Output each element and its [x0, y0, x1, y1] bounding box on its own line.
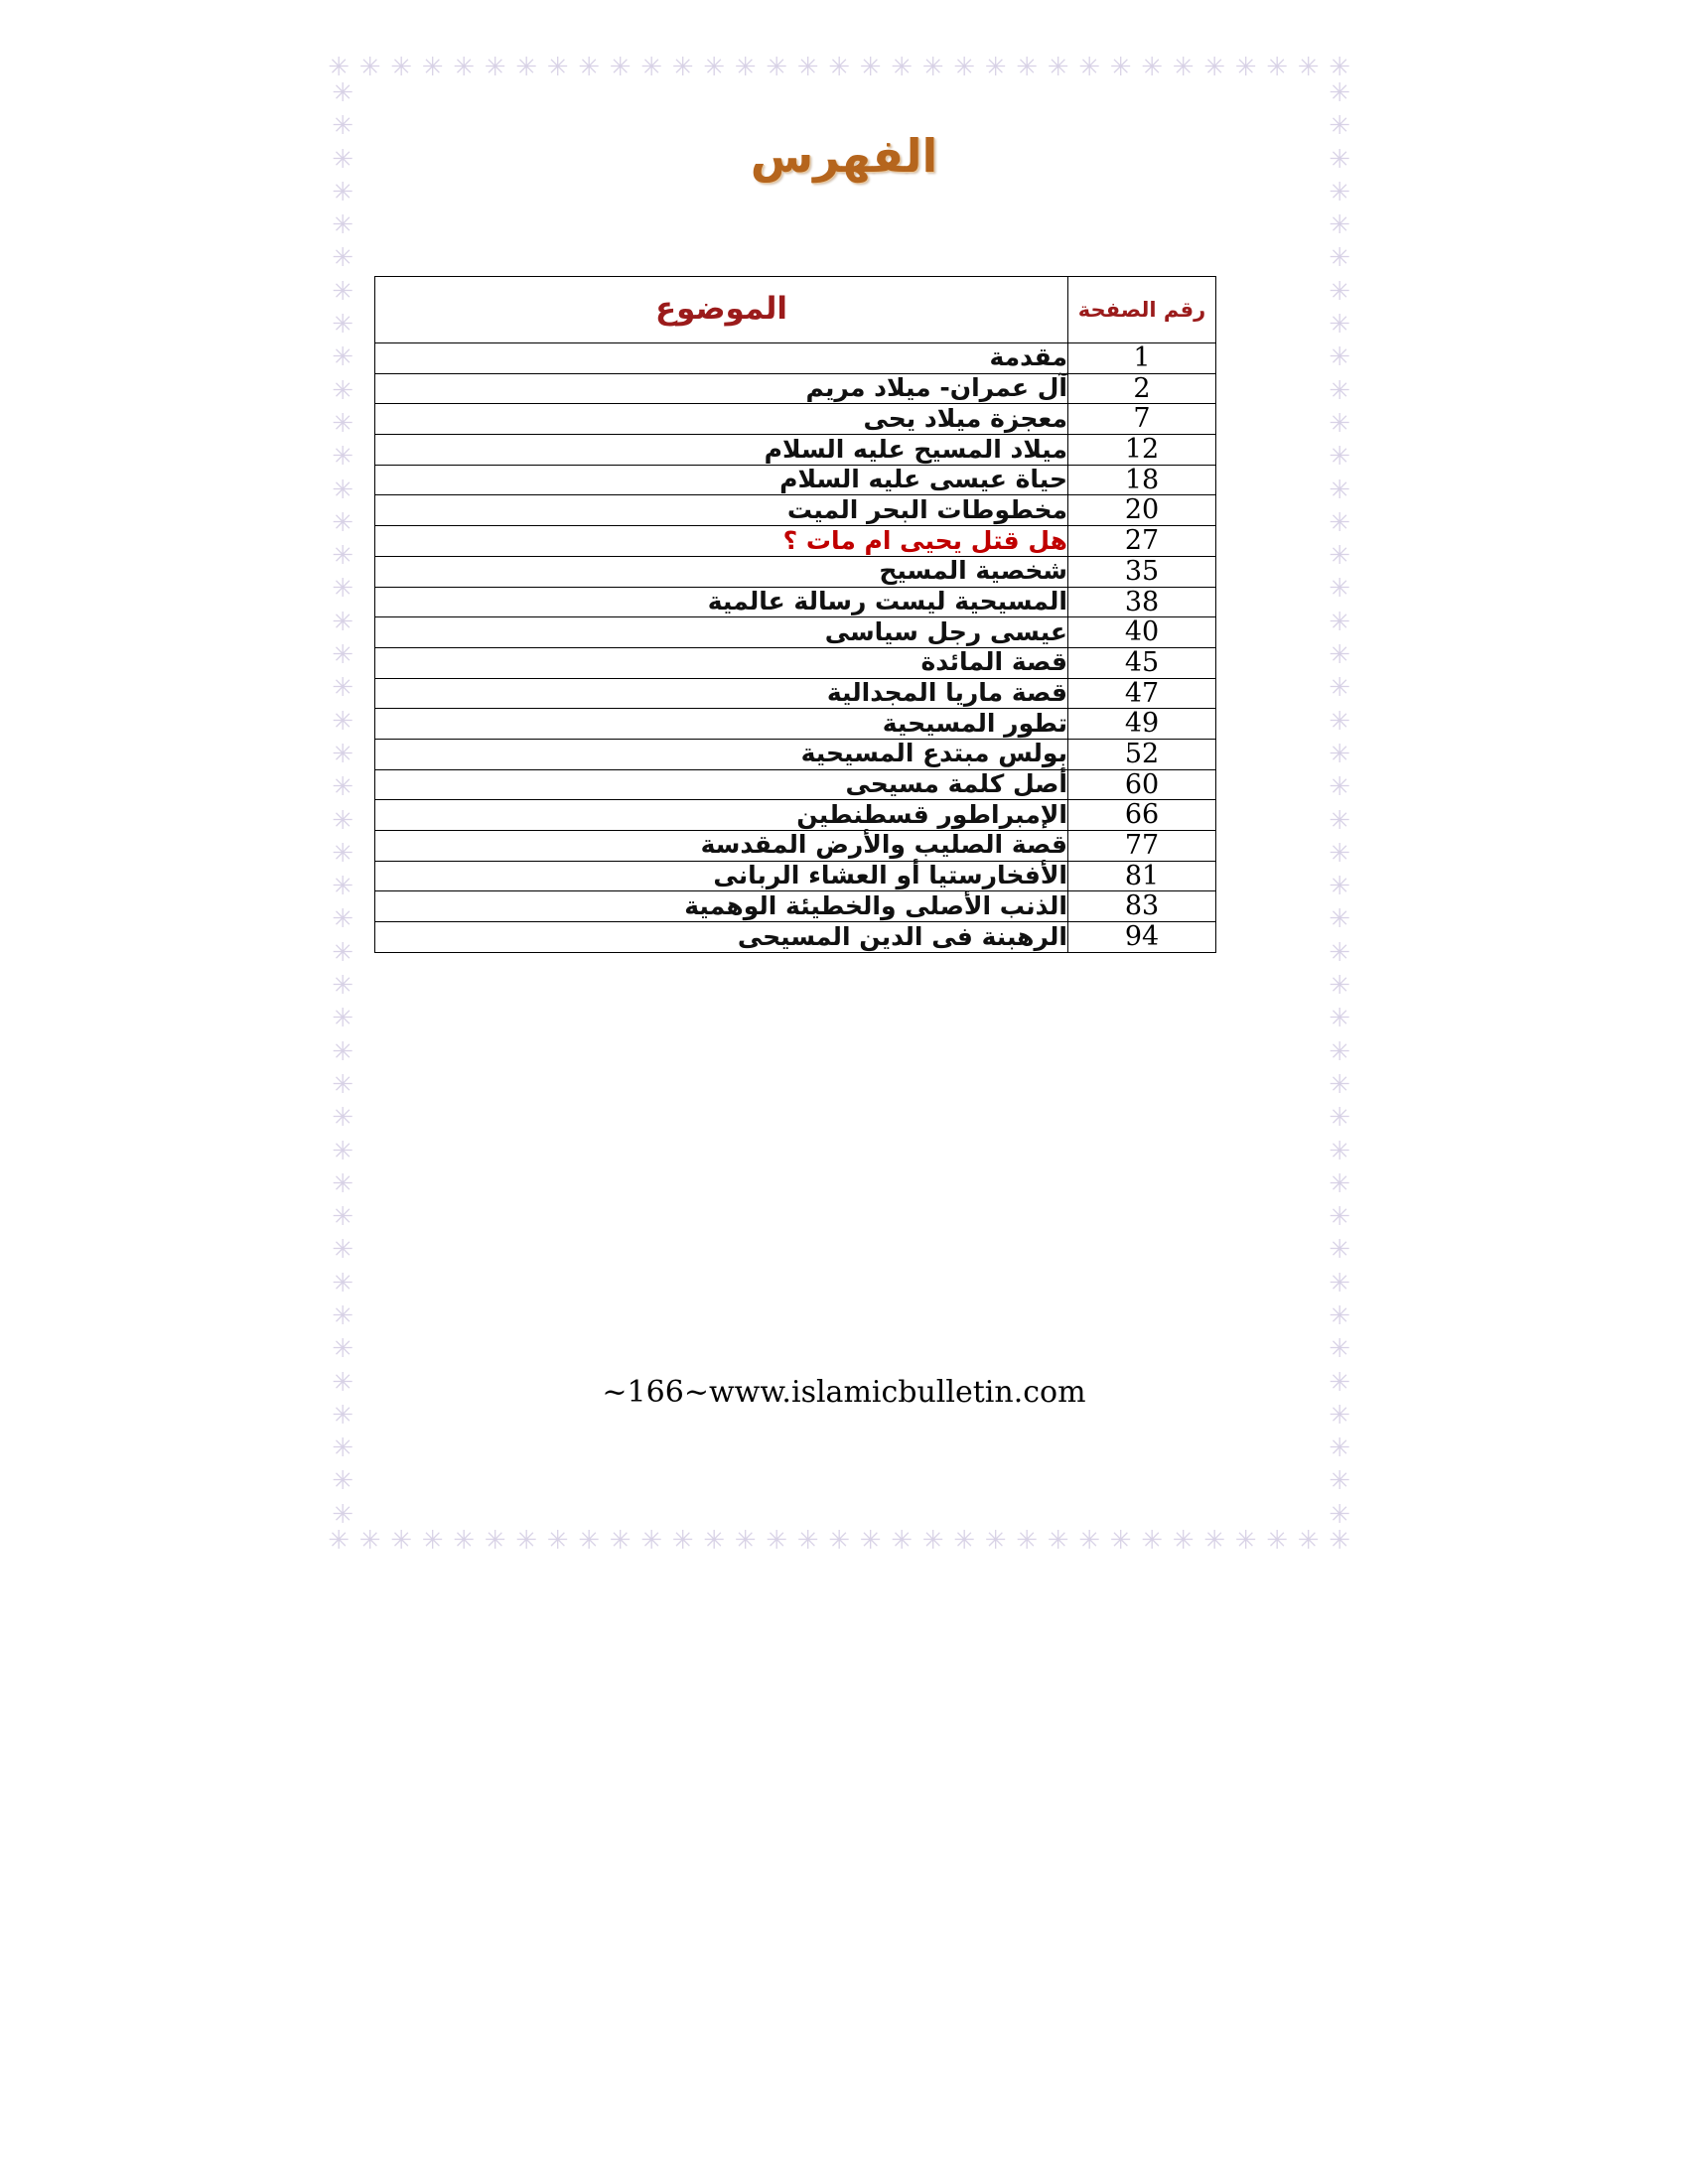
decor-star-icon: ✳ — [1329, 739, 1350, 769]
decor-star-icon: ✳ — [1329, 53, 1350, 82]
table-row — [375, 526, 1216, 557]
decor-star-icon: ✳ — [328, 1526, 350, 1556]
decor-star-icon: ✳ — [671, 1526, 694, 1556]
decor-star-icon: ✳ — [421, 53, 444, 82]
cell-topic: بولس مبتدع المسيحية — [375, 739, 1068, 769]
cell-page-number: 60 — [1068, 769, 1216, 800]
header-cell-topic — [375, 277, 1068, 343]
decor-star-icon: ✳ — [332, 904, 353, 935]
decor-star-icon: ✳ — [1329, 937, 1350, 968]
decor-star-icon: ✳ — [332, 772, 353, 803]
decor-star-icon: ✳ — [1329, 772, 1350, 803]
cell-page-number: 1 — [1068, 343, 1216, 374]
decor-star-icon: ✳ — [332, 971, 353, 1002]
decor-star-icon: ✳ — [1329, 1334, 1350, 1365]
cell-page-number: 40 — [1068, 617, 1216, 648]
decor-star-icon: ✳ — [1329, 1069, 1350, 1100]
decor-star-icon: ✳ — [1329, 541, 1350, 572]
cell-topic: الذنب الأصلى والخطيئة الوهمية — [375, 891, 1068, 922]
table-row — [375, 647, 1216, 678]
decor-star-icon: ✳ — [1329, 640, 1350, 671]
decor-star-icon: ✳ — [1329, 375, 1350, 406]
cell-topic: المسيحية ليست رسالة عالمية — [375, 587, 1068, 617]
decor-star-icon: ✳ — [332, 1103, 353, 1134]
decor-star-icon: ✳ — [332, 1036, 353, 1067]
cell-topic: معجزة ميلاد يحى — [375, 404, 1068, 435]
decor-star-icon: ✳ — [1329, 1202, 1350, 1233]
cell-page-number: 45 — [1068, 647, 1216, 678]
decor-star-icon: ✳ — [1266, 1526, 1288, 1556]
decor-star-icon: ✳ — [1047, 53, 1069, 82]
decor-star-icon: ✳ — [515, 1526, 537, 1556]
cell-topic: مخطوطات البحر الميت — [375, 495, 1068, 526]
cell-page-number: 83 — [1068, 891, 1216, 922]
decor-star-icon: ✳ — [390, 1526, 412, 1556]
decor-star-icon: ✳ — [332, 1334, 353, 1365]
decor-star-icon: ✳ — [332, 144, 353, 175]
decor-star-icon: ✳ — [953, 53, 975, 82]
decor-star-icon: ✳ — [1329, 1268, 1350, 1298]
decor-star-icon: ✳ — [671, 53, 694, 82]
decor-star-icon: ✳ — [358, 53, 381, 82]
decor-star-icon: ✳ — [332, 872, 353, 902]
table-row — [375, 373, 1216, 404]
decor-star-icon: ✳ — [1329, 1400, 1350, 1431]
toc-table — [374, 276, 1216, 953]
decor-star-icon: ✳ — [1329, 276, 1350, 307]
table-row — [375, 495, 1216, 526]
toc-body — [375, 343, 1216, 953]
decor-star-icon: ✳ — [332, 375, 353, 406]
decor-star-icon: ✳ — [1234, 1526, 1257, 1556]
cell-topic: الإمبراطور قسطنطين — [375, 800, 1068, 831]
cell-topic: قصة الصليب والأرض المقدسة — [375, 831, 1068, 862]
decor-star-icon: ✳ — [921, 53, 944, 82]
table-header-row — [375, 277, 1216, 343]
border-col-left — [328, 80, 353, 1528]
decor-star-icon: ✳ — [332, 507, 353, 538]
decor-star-icon: ✳ — [1329, 210, 1350, 241]
decor-star-icon: ✳ — [1329, 607, 1350, 637]
decor-star-icon: ✳ — [1016, 53, 1038, 82]
decor-star-icon: ✳ — [332, 1268, 353, 1298]
decor-star-icon: ✳ — [332, 607, 353, 637]
decor-star-icon: ✳ — [1329, 1103, 1350, 1134]
decor-star-icon: ✳ — [703, 1526, 725, 1556]
decor-star-icon: ✳ — [358, 1526, 381, 1556]
decor-star-icon: ✳ — [1234, 53, 1257, 82]
cell-page-number: 2 — [1068, 373, 1216, 404]
decor-star-icon: ✳ — [332, 442, 353, 473]
decor-star-icon: ✳ — [640, 1526, 662, 1556]
decor-star-icon: ✳ — [1203, 53, 1225, 82]
decor-star-icon: ✳ — [332, 1235, 353, 1266]
decor-star-icon: ✳ — [1329, 1136, 1350, 1166]
decor-star-icon: ✳ — [332, 177, 353, 207]
decor-star-icon: ✳ — [1329, 243, 1350, 274]
decor-star-icon: ✳ — [859, 53, 882, 82]
table-row — [375, 404, 1216, 435]
decor-star-icon: ✳ — [332, 1300, 353, 1331]
decor-star-icon: ✳ — [332, 640, 353, 671]
decor-star-icon: ✳ — [984, 53, 1007, 82]
decor-star-icon: ✳ — [546, 1526, 569, 1556]
cell-page-number: 12 — [1068, 435, 1216, 466]
decor-star-icon: ✳ — [1141, 53, 1163, 82]
table-row — [375, 678, 1216, 709]
border-row-top — [328, 55, 1350, 80]
decor-star-icon: ✳ — [332, 310, 353, 341]
cell-topic: الرهبنة فى الدين المسيحى — [375, 922, 1068, 953]
decor-star-icon: ✳ — [1329, 507, 1350, 538]
decor-star-icon: ✳ — [796, 53, 819, 82]
decor-star-icon: ✳ — [1329, 1235, 1350, 1266]
decor-star-icon: ✳ — [609, 1526, 632, 1556]
table-row — [375, 556, 1216, 587]
decor-star-icon: ✳ — [332, 1367, 353, 1398]
header-topic-label: الموضوع — [654, 291, 788, 327]
decor-star-icon: ✳ — [332, 541, 353, 572]
decor-star-icon: ✳ — [734, 1526, 757, 1556]
table-row — [375, 587, 1216, 617]
decor-star-icon: ✳ — [332, 243, 353, 274]
decor-star-icon: ✳ — [1329, 706, 1350, 737]
cell-topic: ميلاد المسيح عليه السلام — [375, 435, 1068, 466]
decor-star-icon: ✳ — [1297, 53, 1320, 82]
decor-star-icon: ✳ — [1329, 475, 1350, 505]
decor-star-icon: ✳ — [332, 739, 353, 769]
cell-topic: قصة ماريا المجدالية — [375, 678, 1068, 709]
decor-star-icon: ✳ — [1141, 1526, 1163, 1556]
decor-star-icon: ✳ — [332, 342, 353, 373]
decor-star-icon: ✳ — [1078, 53, 1100, 82]
decor-star-icon: ✳ — [703, 53, 725, 82]
table-row — [375, 709, 1216, 740]
decor-star-icon: ✳ — [640, 53, 662, 82]
decor-star-icon: ✳ — [1109, 53, 1132, 82]
decor-star-icon: ✳ — [332, 1136, 353, 1166]
cell-page-number: 20 — [1068, 495, 1216, 526]
cell-page-number: 66 — [1068, 800, 1216, 831]
decor-star-icon: ✳ — [332, 805, 353, 836]
cell-page-number: 7 — [1068, 404, 1216, 435]
decor-star-icon: ✳ — [332, 838, 353, 869]
decor-star-icon: ✳ — [453, 53, 475, 82]
decor-star-icon: ✳ — [332, 210, 353, 241]
decor-star-icon: ✳ — [828, 53, 850, 82]
decor-star-icon: ✳ — [578, 1526, 600, 1556]
cell-topic: حياة عيسى عليه السلام — [375, 465, 1068, 495]
decor-star-icon: ✳ — [578, 53, 600, 82]
decor-star-icon: ✳ — [1329, 1499, 1350, 1530]
decor-star-icon: ✳ — [1329, 574, 1350, 605]
decor-star-icon: ✳ — [332, 408, 353, 439]
decor-star-icon: ✳ — [1329, 805, 1350, 836]
cell-topic: الأفخارستيا أو العشاء الربانى — [375, 861, 1068, 891]
cell-page-number: 35 — [1068, 556, 1216, 587]
decor-star-icon: ✳ — [332, 1400, 353, 1431]
cell-page-number: 52 — [1068, 739, 1216, 769]
decor-star-icon: ✳ — [332, 1168, 353, 1199]
cell-topic: هل قتل يحيى ام مات ؟ — [375, 526, 1068, 557]
cell-topic: تطور المسيحية — [375, 709, 1068, 740]
decor-star-icon: ✳ — [1329, 310, 1350, 341]
page-title: الفهرس — [750, 129, 938, 183]
decor-star-icon: ✳ — [332, 1466, 353, 1497]
cell-page-number: 18 — [1068, 465, 1216, 495]
decor-star-icon: ✳ — [515, 53, 537, 82]
cell-page-number: 77 — [1068, 831, 1216, 862]
cell-topic: مقدمة — [375, 343, 1068, 374]
decor-star-icon: ✳ — [332, 111, 353, 142]
table-row — [375, 922, 1216, 953]
decor-star-icon: ✳ — [332, 706, 353, 737]
decor-star-icon: ✳ — [1016, 1526, 1038, 1556]
decor-star-icon: ✳ — [1329, 78, 1350, 108]
decor-star-icon: ✳ — [484, 53, 506, 82]
decor-star-icon: ✳ — [984, 1526, 1007, 1556]
table-row — [375, 769, 1216, 800]
decor-star-icon: ✳ — [734, 53, 757, 82]
decor-star-icon: ✳ — [453, 1526, 475, 1556]
header-page-label: رقم الصفحة — [1077, 298, 1206, 322]
decor-star-icon: ✳ — [546, 53, 569, 82]
table-row — [375, 465, 1216, 495]
decor-star-icon: ✳ — [332, 475, 353, 505]
decor-star-icon: ✳ — [332, 276, 353, 307]
decor-star-icon: ✳ — [328, 53, 350, 82]
decor-star-icon: ✳ — [953, 1526, 975, 1556]
cell-topic: آل عمران- ميلاد مريم — [375, 373, 1068, 404]
decor-star-icon: ✳ — [390, 53, 412, 82]
decor-star-icon: ✳ — [1047, 1526, 1069, 1556]
decor-star-icon: ✳ — [1329, 1466, 1350, 1497]
decor-star-icon: ✳ — [796, 1526, 819, 1556]
table-row — [375, 831, 1216, 862]
table-row — [375, 891, 1216, 922]
decor-star-icon: ✳ — [1329, 673, 1350, 704]
decor-star-icon: ✳ — [1329, 1433, 1350, 1464]
decor-star-icon: ✳ — [1329, 1300, 1350, 1331]
decor-star-icon: ✳ — [332, 673, 353, 704]
decor-star-icon: ✳ — [332, 1069, 353, 1100]
decor-star-icon: ✳ — [1329, 872, 1350, 902]
decor-star-icon: ✳ — [1329, 408, 1350, 439]
table-of-contents — [377, 276, 1216, 953]
decor-star-icon: ✳ — [1329, 1168, 1350, 1199]
decor-star-icon: ✳ — [609, 53, 632, 82]
decor-star-icon: ✳ — [1266, 53, 1288, 82]
decor-star-icon: ✳ — [766, 53, 787, 82]
cell-page-number: 94 — [1068, 922, 1216, 953]
cell-topic: أصل كلمة مسيحى — [375, 769, 1068, 800]
cell-topic: عيسى رجل سياسى — [375, 617, 1068, 648]
table-row — [375, 343, 1216, 374]
decor-star-icon: ✳ — [921, 1526, 944, 1556]
decor-star-icon: ✳ — [1109, 1526, 1132, 1556]
decor-star-icon: ✳ — [828, 1526, 850, 1556]
cell-page-number: 81 — [1068, 861, 1216, 891]
cell-page-number: 27 — [1068, 526, 1216, 557]
cell-page-number: 38 — [1068, 587, 1216, 617]
cell-page-number: 47 — [1068, 678, 1216, 709]
decor-star-icon: ✳ — [1329, 111, 1350, 142]
cell-topic: قصة المائدة — [375, 647, 1068, 678]
border-col-right — [1325, 80, 1350, 1528]
page-footer: ~166~www.islamicbulletin.com — [602, 1375, 1086, 1410]
decor-star-icon: ✳ — [484, 1526, 506, 1556]
header-cell-page — [1068, 277, 1216, 343]
decor-star-icon: ✳ — [1329, 342, 1350, 373]
table-row — [375, 800, 1216, 831]
decor-star-icon: ✳ — [1329, 971, 1350, 1002]
table-row — [375, 617, 1216, 648]
decor-star-icon: ✳ — [1297, 1526, 1320, 1556]
table-row — [375, 861, 1216, 891]
decor-star-icon: ✳ — [891, 53, 913, 82]
decor-star-icon: ✳ — [859, 1526, 882, 1556]
decor-star-icon: ✳ — [332, 1499, 353, 1530]
table-row — [375, 435, 1216, 466]
decor-star-icon: ✳ — [1329, 1004, 1350, 1034]
cell-topic: شخصية المسيح — [375, 556, 1068, 587]
decor-star-icon: ✳ — [1329, 177, 1350, 207]
decor-star-icon: ✳ — [332, 78, 353, 108]
decor-star-icon: ✳ — [1329, 1526, 1350, 1556]
decor-star-icon: ✳ — [332, 574, 353, 605]
decor-star-icon: ✳ — [1329, 904, 1350, 935]
decor-star-icon: ✳ — [1172, 53, 1195, 82]
decor-star-icon: ✳ — [1329, 1367, 1350, 1398]
decor-star-icon: ✳ — [332, 937, 353, 968]
decor-star-icon: ✳ — [1172, 1526, 1195, 1556]
decor-star-icon: ✳ — [1329, 838, 1350, 869]
decor-star-icon: ✳ — [332, 1004, 353, 1034]
cell-page-number: 49 — [1068, 709, 1216, 740]
decor-star-icon: ✳ — [766, 1526, 787, 1556]
decor-star-icon: ✳ — [1329, 442, 1350, 473]
decor-star-icon: ✳ — [1078, 1526, 1100, 1556]
decor-star-icon: ✳ — [332, 1202, 353, 1233]
decor-star-icon: ✳ — [1329, 144, 1350, 175]
decor-star-icon: ✳ — [891, 1526, 913, 1556]
border-row-bottom — [328, 1528, 1350, 1554]
decor-star-icon: ✳ — [332, 1433, 353, 1464]
decor-star-icon: ✳ — [421, 1526, 444, 1556]
decor-star-icon: ✳ — [1329, 1036, 1350, 1067]
table-row — [375, 739, 1216, 769]
decor-star-icon: ✳ — [1203, 1526, 1225, 1556]
